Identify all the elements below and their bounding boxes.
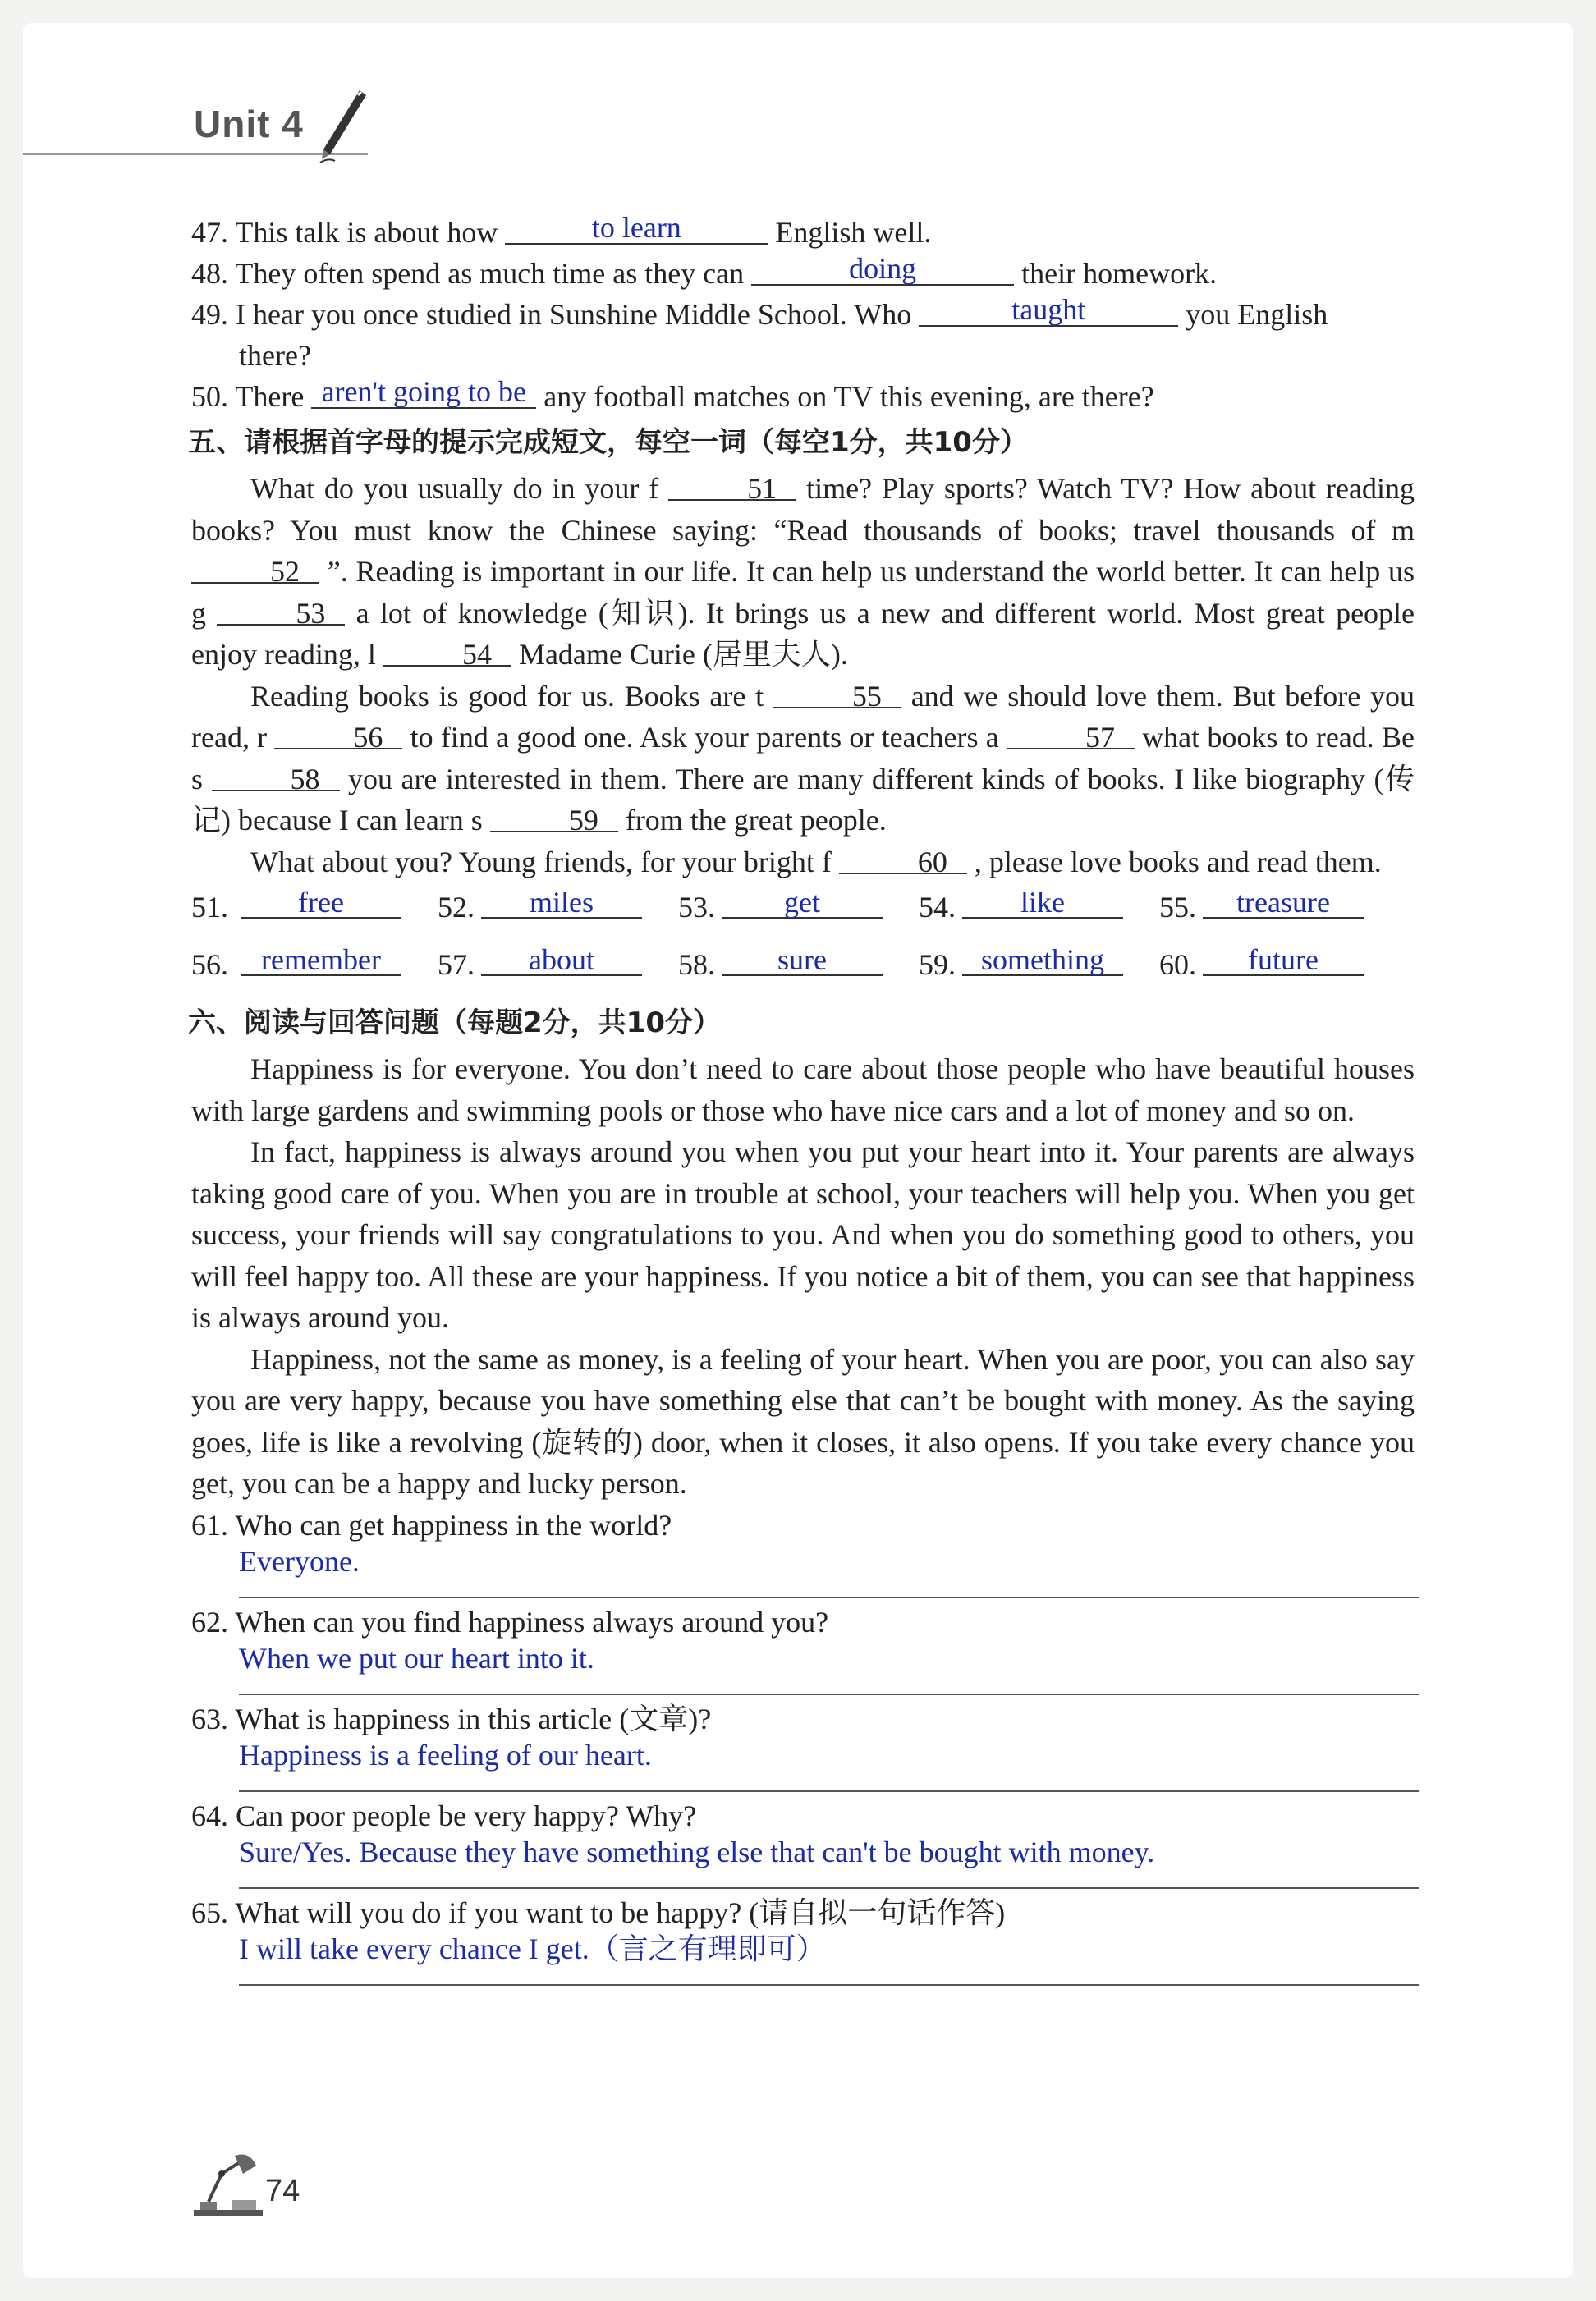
blank-number: 60 bbox=[917, 845, 947, 878]
answer-number: 57. bbox=[438, 948, 475, 981]
q-text-before: This talk is about how bbox=[235, 216, 498, 249]
answer-number: 56. bbox=[191, 948, 228, 981]
section5-paragraph-2 bbox=[191, 676, 1415, 841]
answer-blank bbox=[919, 294, 1178, 327]
section6-paragraph-3: Happiness, not the same as money, is a feeling of your heart. When you are poor, you can also say you are very happy, because you have something else that can’t be bought with money. As the saying goes, life is like a revolving (旋转的) door, when it closes, it also opens. If you take every chance you get, you can be a happy and lucky person. bbox=[191, 1342, 1415, 1500]
answer-text: to learn bbox=[591, 211, 681, 244]
question-text: When can you find happiness always around you? bbox=[235, 1605, 829, 1639]
answer-blank bbox=[311, 376, 536, 409]
answer-number: 54. bbox=[919, 891, 956, 924]
q-number: 48. bbox=[191, 257, 228, 290]
cloze-blank bbox=[274, 717, 402, 754]
answer-text: sure bbox=[777, 943, 827, 976]
answer-line bbox=[239, 1694, 1419, 1695]
page-header bbox=[0, 79, 1596, 161]
q-number: 63. bbox=[191, 1702, 228, 1735]
q-text-after: any football matches on TV this evening, are there? bbox=[543, 380, 1154, 413]
cloze-blank bbox=[668, 468, 796, 505]
answer-text: taught bbox=[1011, 293, 1086, 326]
q-text-before: They often spend as much time as they can bbox=[235, 257, 745, 290]
passage-text: a lot of knowledge (知识). It brings us a new and different world. Most great people enjoy reading, l bbox=[191, 596, 1415, 671]
worksheet-content bbox=[188, 211, 1415, 1989]
answer-text: aren't going to be bbox=[321, 375, 526, 408]
q-number: 61. bbox=[191, 1508, 228, 1542]
q-text-before: There bbox=[235, 380, 305, 413]
cloze-blank bbox=[773, 676, 901, 713]
answer-blank bbox=[1203, 882, 1364, 919]
question-62 bbox=[191, 1602, 1415, 1698]
answer-number: 55. bbox=[1159, 891, 1196, 924]
q-number: 64. bbox=[191, 1799, 228, 1832]
blank-number: 57 bbox=[1085, 721, 1115, 754]
passage-text: Reading books is good for us. Books are t bbox=[250, 679, 764, 713]
q-number: 62. bbox=[191, 1605, 228, 1639]
q-text-after: English well. bbox=[775, 216, 932, 249]
answer-row-1 bbox=[191, 882, 1415, 940]
cloze-blank bbox=[1007, 717, 1135, 754]
fill-in-49 bbox=[191, 294, 1415, 335]
passage-text: to find a good one. Ask your parents or teachers a bbox=[410, 721, 999, 754]
answer-blank bbox=[722, 940, 883, 976]
answer-number: 52. bbox=[438, 891, 475, 924]
answer-number: 58. bbox=[678, 948, 715, 981]
answer-text: get bbox=[784, 886, 820, 919]
answer-line bbox=[239, 1887, 1419, 1889]
q-text-after: you English bbox=[1186, 298, 1328, 331]
answer-blank bbox=[505, 212, 768, 245]
answer-number: 53. bbox=[678, 891, 715, 924]
q-text-cont: there? bbox=[239, 339, 311, 372]
answer-text: free bbox=[298, 886, 344, 919]
answer-blank bbox=[962, 940, 1123, 976]
answer-blank bbox=[481, 940, 642, 976]
answer-text: When we put our heart into it. bbox=[239, 1641, 594, 1675]
fill-in-48 bbox=[191, 253, 1415, 294]
passage-text: what books to read. Be s bbox=[191, 721, 1415, 795]
answer-line bbox=[239, 1984, 1419, 1986]
q-number: 49. bbox=[191, 298, 228, 331]
question-63 bbox=[191, 1698, 1415, 1795]
passage-text: and we should love them. But before you read, r bbox=[191, 679, 1415, 754]
q-number: 47. bbox=[191, 216, 228, 249]
pen-icon bbox=[312, 87, 369, 169]
answer-text: I will take every chance I get.（言之有理即可） bbox=[239, 1932, 826, 1965]
answer-blank bbox=[241, 940, 401, 976]
section5-paragraph-1 bbox=[191, 468, 1415, 676]
answer-number: 60. bbox=[1159, 948, 1196, 981]
passage-text: time? Play sports? Watch TV? How about reading books? You must know the Chinese saying: “Read thousands of books; travel thousands of m bbox=[191, 472, 1415, 547]
blank-number: 52 bbox=[270, 555, 300, 588]
cloze-blank bbox=[383, 634, 511, 671]
blank-number: 55 bbox=[851, 679, 882, 713]
page-number: 74 bbox=[265, 2174, 300, 2208]
section5-paragraph-3 bbox=[191, 841, 1415, 883]
blank-number: 51 bbox=[747, 472, 777, 505]
answer-blank bbox=[962, 882, 1123, 919]
passage-text: you are interested in them. There are many different kinds of books. I like biography (传记) because I can learn s bbox=[191, 762, 1415, 837]
fill-in-49-continued bbox=[191, 335, 1415, 376]
section5-title: 五、请根据首字母的提示完成短文，每空一词（每空1分，共10分） bbox=[188, 426, 1028, 459]
blank-number: 56 bbox=[353, 721, 383, 754]
answer-number: 51. bbox=[191, 891, 228, 924]
answer-text: remember bbox=[261, 943, 381, 976]
answer-blank bbox=[722, 882, 883, 919]
answer-text: Sure/Yes. Because they have something else that can't be bought with money. bbox=[239, 1835, 1155, 1868]
section6-title: 六、阅读与回答问题（每题2分，共10分） bbox=[188, 1006, 721, 1039]
answer-text: something bbox=[981, 943, 1104, 976]
section6-paragraph-2: In fact, happiness is always around you when you put your heart into it. Your parents are always taking good care of you. When you are in trouble at school, your teachers will help you. When you get success, your friends will say congratulations to you. And when you do something good to others, you will feel happy too. All these are your happiness. If you notice a bit of them, you can see that happiness is always around you. bbox=[191, 1135, 1415, 1334]
blank-number: 59 bbox=[568, 804, 598, 837]
question-65 bbox=[191, 1892, 1415, 1989]
answer-text: like bbox=[1020, 886, 1065, 919]
cloze-blank bbox=[212, 759, 340, 795]
answer-blank bbox=[241, 882, 401, 919]
answer-text: about bbox=[529, 943, 594, 976]
answer-text: treasure bbox=[1236, 886, 1330, 919]
question-text: Can poor people be very happy? Why? bbox=[236, 1799, 697, 1832]
passage-text: , please love books and read them. bbox=[974, 845, 1382, 878]
answer-blank bbox=[751, 253, 1014, 286]
cloze-blank bbox=[217, 593, 345, 630]
cloze-blank bbox=[490, 800, 618, 837]
passage-text: What do you usually do in your f bbox=[250, 472, 659, 505]
q-number: 65. bbox=[191, 1895, 228, 1929]
answer-blank bbox=[1203, 940, 1364, 976]
question-64 bbox=[191, 1795, 1415, 1892]
q-text-before: I hear you once studied in Sunshine Middle School. Who bbox=[236, 298, 912, 331]
blank-number: 53 bbox=[296, 596, 326, 630]
blank-number: 58 bbox=[290, 762, 320, 795]
q-text-after: their homework. bbox=[1021, 257, 1218, 290]
answer-text: Happiness is a feeling of our heart. bbox=[239, 1738, 652, 1772]
fill-in-47 bbox=[191, 212, 1415, 253]
passage-text: Madame Curie (居里夫人). bbox=[518, 638, 848, 671]
desk-lamp-icon bbox=[189, 2149, 268, 2220]
passage-text: What about you? Young friends, for your bright f bbox=[250, 845, 832, 878]
fill-in-50 bbox=[191, 376, 1415, 417]
cloze-blank bbox=[839, 841, 967, 878]
answer-text: Everyone. bbox=[239, 1544, 360, 1578]
passage-text: from the great people. bbox=[625, 804, 887, 837]
unit-title: Unit 4 bbox=[194, 103, 304, 145]
question-text: What is happiness in this article (文章)? bbox=[235, 1702, 712, 1735]
q-number: 50. bbox=[191, 380, 228, 413]
question-61 bbox=[191, 1505, 1415, 1602]
answer-blank bbox=[481, 882, 642, 919]
answer-text: future bbox=[1248, 943, 1319, 976]
answer-line bbox=[239, 1597, 1419, 1598]
answer-number: 59. bbox=[919, 948, 956, 981]
blank-number: 54 bbox=[461, 638, 492, 671]
answer-text: doing bbox=[849, 252, 917, 285]
question-text: What will you do if you want to be happy? (请自拟一句话作答) bbox=[235, 1895, 1006, 1929]
question-text: Who can get happiness in the world? bbox=[235, 1508, 672, 1542]
answer-row-2 bbox=[191, 940, 1415, 997]
section6-paragraph-1: Happiness is for everyone. You don’t need to care about those people who have beautiful houses with large gardens and swimming pools or those who have nice cars and a lot of money and so on. bbox=[191, 1052, 1415, 1127]
cloze-blank bbox=[191, 551, 319, 588]
answer-text: miles bbox=[530, 886, 594, 919]
passage-text: ”. Reading is important in our life. It can help us understand the world better. It can help us g bbox=[191, 555, 1415, 630]
answer-line bbox=[239, 1790, 1419, 1792]
